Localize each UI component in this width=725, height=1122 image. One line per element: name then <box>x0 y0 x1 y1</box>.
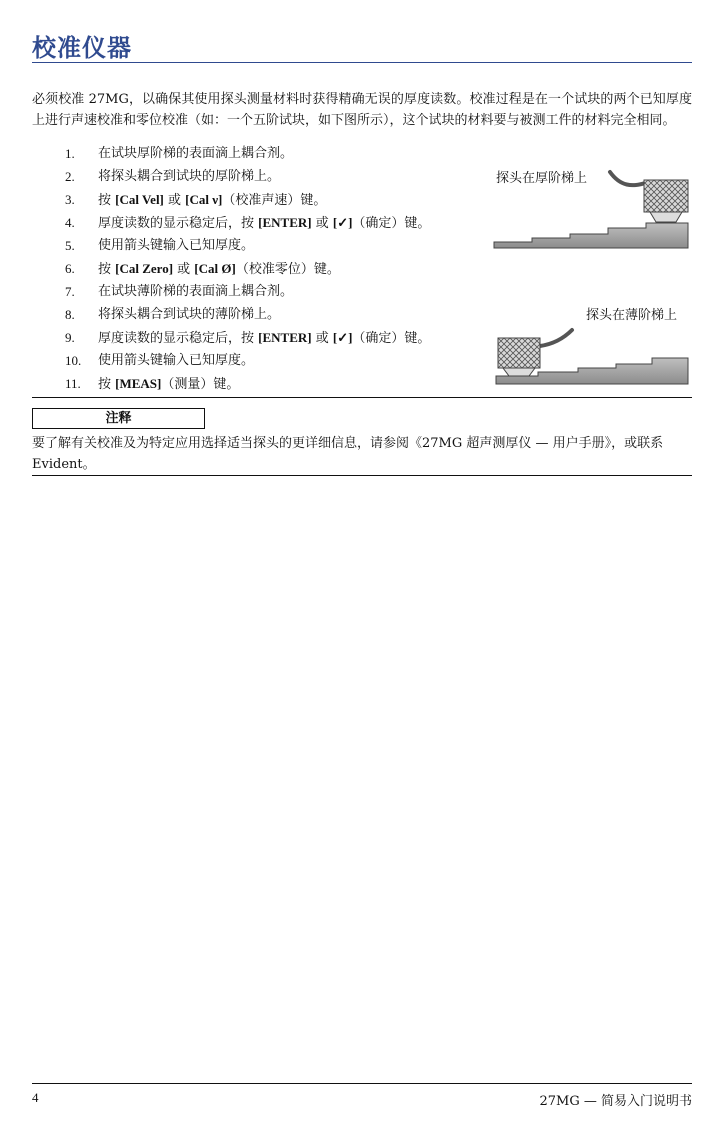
step-number: 9. <box>65 330 75 345</box>
step-text-part: 将探头耦合到试块的厚阶梯上。 <box>98 169 281 184</box>
step-text-part: 在试块厚阶梯的表面滴上耦合剂。 <box>98 146 294 161</box>
key-name: [✓] <box>332 215 353 230</box>
step-text-part: （校准零位）键。 <box>235 262 340 277</box>
step-block-thick <box>494 223 688 248</box>
step-item <box>32 326 492 349</box>
step-text-part: 厚度读数的显示稳定后，按 <box>98 216 259 231</box>
step-text <box>98 234 254 257</box>
step-text <box>98 349 254 372</box>
thick-step-label: 探头在厚阶梯上 <box>496 171 588 186</box>
step-number: 7. <box>65 284 75 299</box>
key-name: [Cal ν] <box>185 192 223 207</box>
footer-page-number: 4 <box>32 1090 39 1105</box>
step-text <box>98 188 326 212</box>
step-text-part: 将探头耦合到试块的薄阶梯上。 <box>98 307 281 322</box>
step-text <box>98 142 293 165</box>
step-text <box>98 211 430 235</box>
step-item <box>32 234 492 257</box>
step-item <box>32 188 492 211</box>
step-item <box>32 211 492 234</box>
probe-knurl <box>644 180 688 212</box>
intro-paragraph: 必须校准 27MG，以确保其使用探头测量材料时获得精确无误的厚度读数。校准过程是在一个试块的两个已知厚度上进行声速校准和零位校准（如：一个五阶试块，如下图所示），这个试块的材料要与被测工件的材料完全相同。 <box>32 92 692 128</box>
step-text <box>98 372 239 396</box>
thick-step-figure <box>492 168 692 252</box>
step-text-part: 或 <box>163 193 186 208</box>
probe-tip <box>650 212 682 222</box>
step-text-part: 按 <box>98 377 116 392</box>
step-text-part: 按 <box>98 262 116 277</box>
step-text-part: 或 <box>311 216 333 231</box>
probe-cable <box>610 172 648 185</box>
step-text-part: （测量）键。 <box>161 377 240 392</box>
step-text-part: 或 <box>311 331 333 346</box>
step-text-part: 或 <box>173 262 195 277</box>
title-rule <box>32 62 692 63</box>
step-text-part: 在试块薄阶梯的表面滴上耦合剂。 <box>98 284 294 299</box>
step-text-part: （确定）键。 <box>352 331 431 346</box>
key-name: [Cal Vel] <box>115 192 164 207</box>
probe-tip <box>503 368 535 376</box>
page-title: 校准仪器 <box>32 34 132 62</box>
step-item <box>32 165 492 188</box>
step-number: 4. <box>65 215 75 230</box>
note-text: 要了解有关校准及为特定应用选择适当探头的更详细信息，请参阅《27MG 超声测厚仪 — 用户手册》，或联系 Evident。 <box>32 436 664 472</box>
step-number: 1. <box>65 146 75 161</box>
step-text <box>98 165 280 188</box>
step-text-part: 使用箭头键输入已知厚度。 <box>98 353 255 368</box>
thin-step-figure <box>492 326 692 388</box>
note-rule-top <box>32 397 692 398</box>
step-text <box>98 280 293 303</box>
step-number: 8. <box>65 307 75 322</box>
note-heading: 注释 <box>32 408 205 429</box>
probe-knurl <box>498 338 540 368</box>
footer-rule <box>32 1083 692 1084</box>
step-number: 2. <box>65 169 75 184</box>
step-item <box>32 280 492 303</box>
key-name: [Cal Zero] <box>115 261 174 276</box>
step-number: 5. <box>65 238 75 253</box>
step-item <box>32 257 492 280</box>
step-text-part: 按 <box>98 193 116 208</box>
step-number: 3. <box>65 192 75 207</box>
step-number: 10. <box>65 353 82 368</box>
probe-cable <box>540 330 572 346</box>
key-name: [ENTER] <box>258 215 312 230</box>
step-text <box>98 257 340 281</box>
key-name: [Cal Ø] <box>194 261 236 276</box>
step-text-part: （校准声速）键。 <box>222 193 327 208</box>
key-name: [ENTER] <box>258 330 312 345</box>
step-item <box>32 142 492 165</box>
key-name: [✓] <box>332 330 353 345</box>
step-text <box>98 326 430 350</box>
step-number: 11. <box>65 376 81 391</box>
step-text-part: 使用箭头键输入已知厚度。 <box>98 238 255 253</box>
step-text-part: 厚度读数的显示稳定后，按 <box>98 331 259 346</box>
steps-list <box>32 142 492 395</box>
thin-step-label: 探头在薄阶梯上 <box>586 308 678 323</box>
step-text-part: （确定）键。 <box>352 216 431 231</box>
key-name: [MEAS] <box>115 376 162 391</box>
step-text <box>98 303 280 326</box>
step-number: 6. <box>65 261 75 276</box>
step-item <box>32 303 492 326</box>
step-item <box>32 349 492 372</box>
step-item <box>32 372 492 395</box>
footer-doc-title: 27MG — 简易入门说明书 <box>539 1094 692 1109</box>
note-rule-bottom <box>32 475 692 476</box>
